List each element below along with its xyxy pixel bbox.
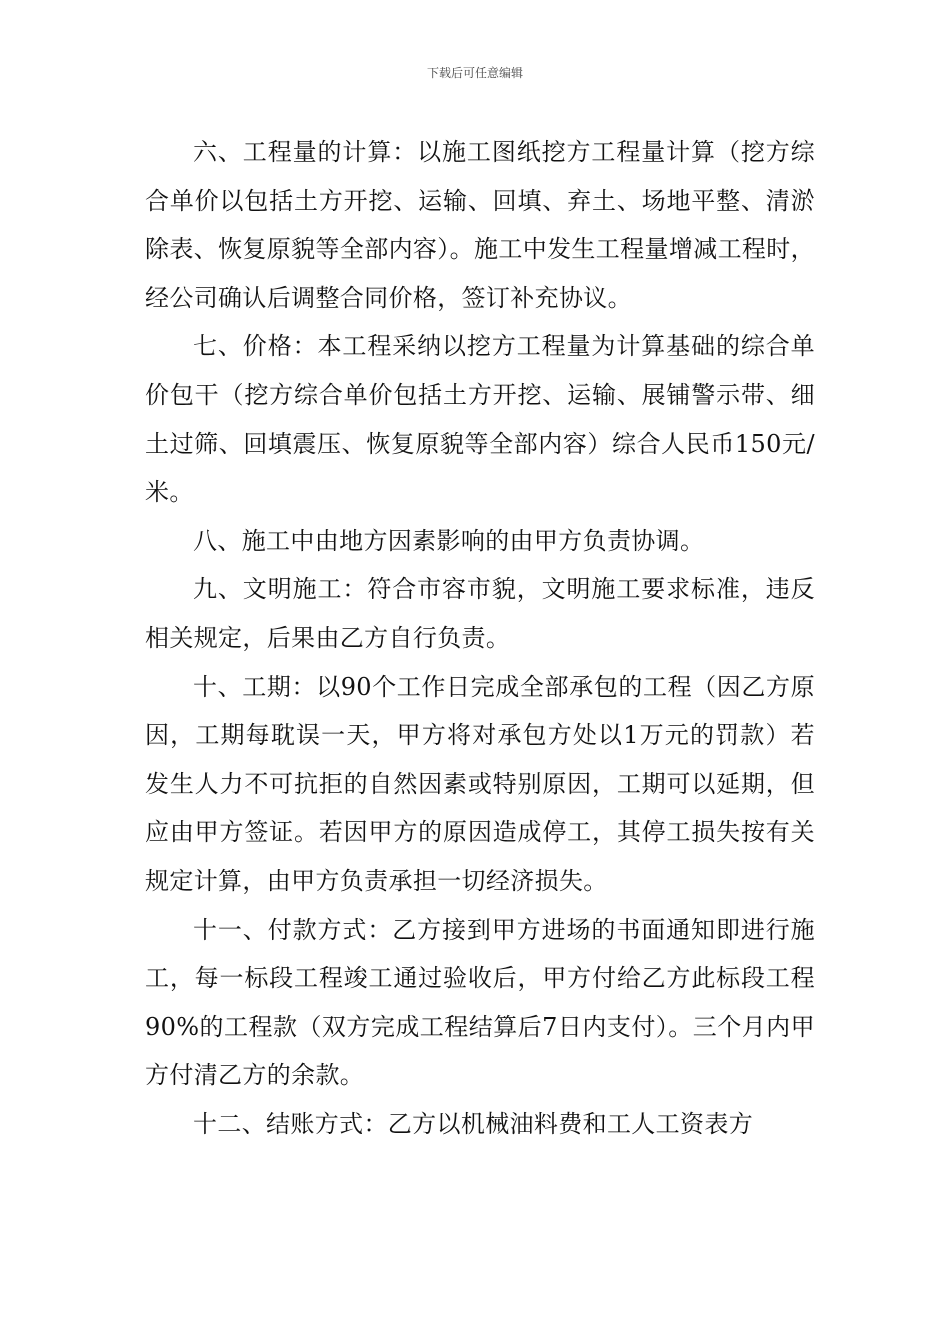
clause-nine-civilized-construction: 九、文明施工：符合市容市貌，文明施工要求标准，违反相关规定，后果由乙方自行负责。 — [145, 575, 815, 652]
clause-six-quantity-calculation: 六、工程量的计算：以施工图纸挖方工程量计算（挖方综合单价以包括土方开挖、运输、回填、弃土、场地平整、清淤除表、恢复原貌等全部内容）。施工中发生工程量增减工程时，经公司确认后调整合同价格，签订补充协议。 — [145, 138, 815, 312]
page-header: 下载后可任意编辑 — [426, 66, 523, 80]
clause-seven-price: 七、价格：本工程采纳以挖方工程量为计算基础的综合单价包干（挖方综合单价包括土方开挖、运输、展铺警示带、细土过筛、回填震压、恢复原貌等全部内容）综合人民币150元/米。 — [145, 332, 815, 507]
clause-twelve-settlement-method: 十二、结账方式：乙方以机械油料费和工人工资表方 — [193, 1109, 754, 1138]
clause-eight-coordination: 八、施工中由地方因素影响的由甲方负责协调。 — [193, 526, 705, 555]
clause-eleven-payment-method: 十一、付款方式：乙方接到甲方进场的书面通知即进行施工，每一标段工程竣工通过验收后，甲方付给乙方此标段工程90%的工程款（双方完成工程结算后7日内支付）。三个月内甲方付清乙方的余款。 — [145, 915, 815, 1090]
document-body — [145, 128, 815, 1148]
clause-ten-schedule: 十、工期：以90个工作日完成全部承包的工程（因乙方原因，工期每耽误一天，甲方将对承包方处以1万元的罚款）若发生人力不可抗拒的自然因素或特别原因，工期可以延期，但应由甲方签证。若因甲方的原因造成停工，其停工损失按有关规定计算，由甲方负责承担一切经济损失。 — [145, 672, 815, 895]
